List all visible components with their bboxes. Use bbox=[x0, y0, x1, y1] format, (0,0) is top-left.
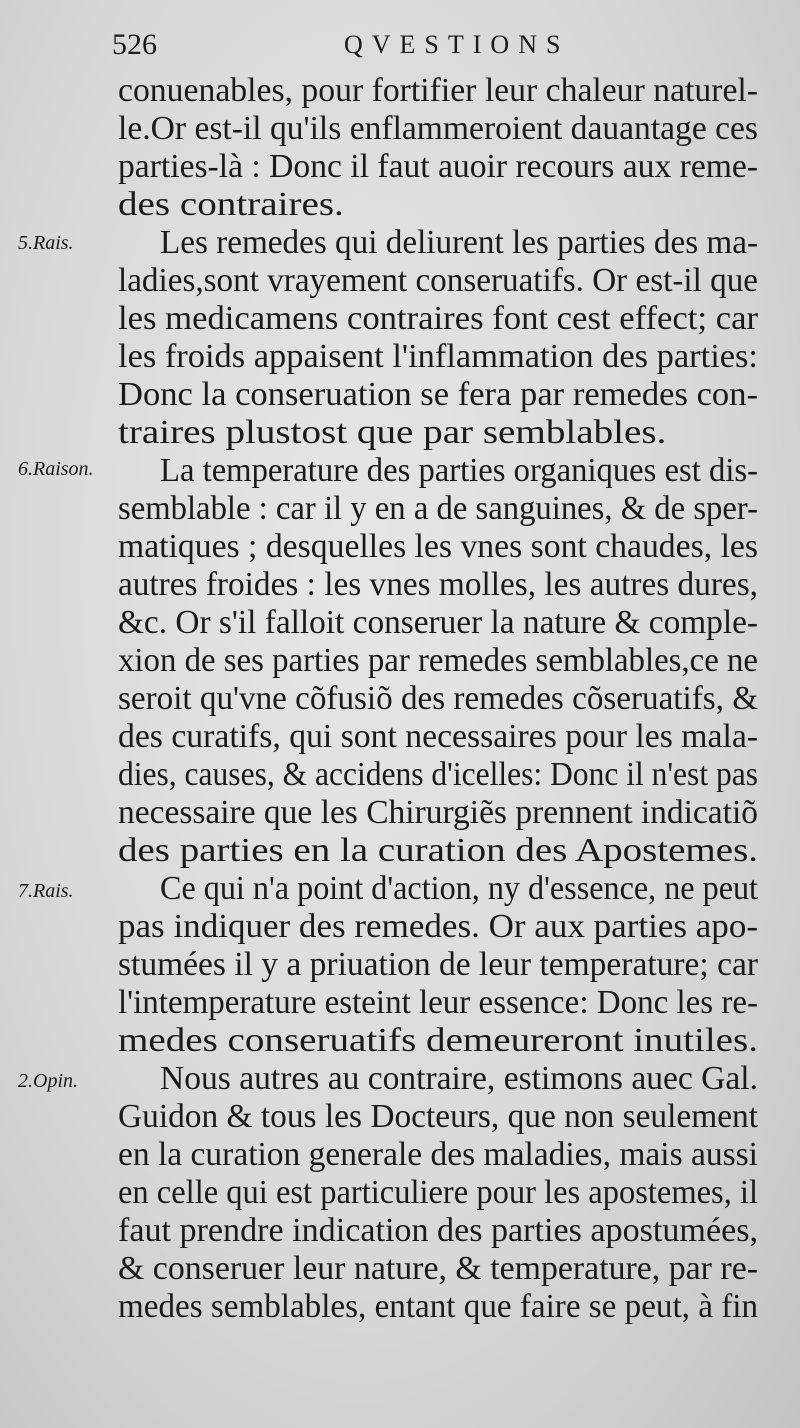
text-line: des contraires. bbox=[118, 186, 344, 223]
text-line: &c. Or s'il falloit conseruer la nature & comple- bbox=[118, 604, 758, 641]
text-line: necessaire que les Chirurgiẽs prennent indicatiõ bbox=[118, 794, 758, 831]
text-line: medes conseruatifs demeureront inutiles. bbox=[118, 1022, 758, 1059]
text-line: ladies,sont vrayement conseruatifs. Or est-il que bbox=[118, 262, 758, 299]
margin-note: 2.Opin. bbox=[18, 1070, 78, 1092]
text-line: & conseruer leur nature, & temperature, par re- bbox=[118, 1250, 758, 1287]
text-line: en la curation generale des maladies, mais aussi bbox=[118, 1136, 758, 1173]
text-line: les medicamens contraires font cest effect; car bbox=[118, 300, 758, 337]
text-line: stumées il y a priuation de leur temperature; car bbox=[118, 946, 758, 983]
text-line: xion de ses parties par remedes semblables,ce ne bbox=[118, 642, 758, 679]
page-number: 526 bbox=[112, 28, 157, 61]
running-head: QVESTIONS bbox=[344, 30, 570, 59]
margin-note: 6.Raison. bbox=[18, 458, 94, 480]
text-line: pas indiquer des remedes. Or aux parties apo- bbox=[118, 908, 758, 945]
page-header bbox=[112, 28, 752, 68]
text-line: Les remedes qui deliurent les parties des ma- bbox=[160, 224, 758, 261]
text-line: dies, causes, & accidens d'icelles: Donc il n'est pas bbox=[118, 756, 758, 793]
text-line: les froids appaisent l'inflammation des parties: bbox=[118, 338, 758, 375]
text-line: seroit qu'vne cõfusiõ des remedes cõseruatifs, & bbox=[118, 680, 758, 717]
text-line: parties-là : Donc il faut auoir recours aux reme- bbox=[118, 148, 758, 185]
text-line: Nous autres au contraire, estimons auec Gal. bbox=[160, 1060, 758, 1097]
text-line: La temperature des parties organiques est dis- bbox=[160, 452, 758, 489]
text-line: l'intemperature esteint leur essence: Donc les re- bbox=[118, 984, 758, 1021]
text-line: Donc la conseruation se fera par remedes con- bbox=[118, 376, 758, 413]
text-line: semblable : car il y en a de sanguines, & de sper- bbox=[118, 490, 758, 527]
text-line: en celle qui est particuliere pour les apostemes, il bbox=[118, 1174, 758, 1211]
text-line: le.Or est-il qu'ils enflammeroient dauantage ces bbox=[118, 110, 758, 147]
text-line: traires plustost que par semblables. bbox=[118, 414, 667, 451]
text-line: conuenables, pour fortifier leur chaleur naturel- bbox=[118, 72, 758, 109]
text-line: Guidon & tous les Docteurs, que non seulement bbox=[118, 1098, 758, 1135]
margin-note: 7.Rais. bbox=[18, 880, 74, 902]
text-line: des parties en la curation des Apostemes. bbox=[118, 832, 758, 869]
text-line: matiques ; desquelles les vnes sont chaudes, les bbox=[118, 528, 758, 565]
text-line: Ce qui n'a point d'action, ny d'essence, ne peut bbox=[160, 870, 758, 907]
text-line: autres froides : les vnes molles, les autres dures, bbox=[118, 566, 758, 603]
text-line: medes semblables, entant que faire se peut, à fin bbox=[118, 1288, 758, 1325]
text-line: faut prendre indication des parties apostumées, bbox=[118, 1212, 758, 1249]
margin-note: 5.Rais. bbox=[18, 232, 74, 254]
text-line: des curatifs, qui sont necessaires pour les mala- bbox=[118, 718, 758, 755]
